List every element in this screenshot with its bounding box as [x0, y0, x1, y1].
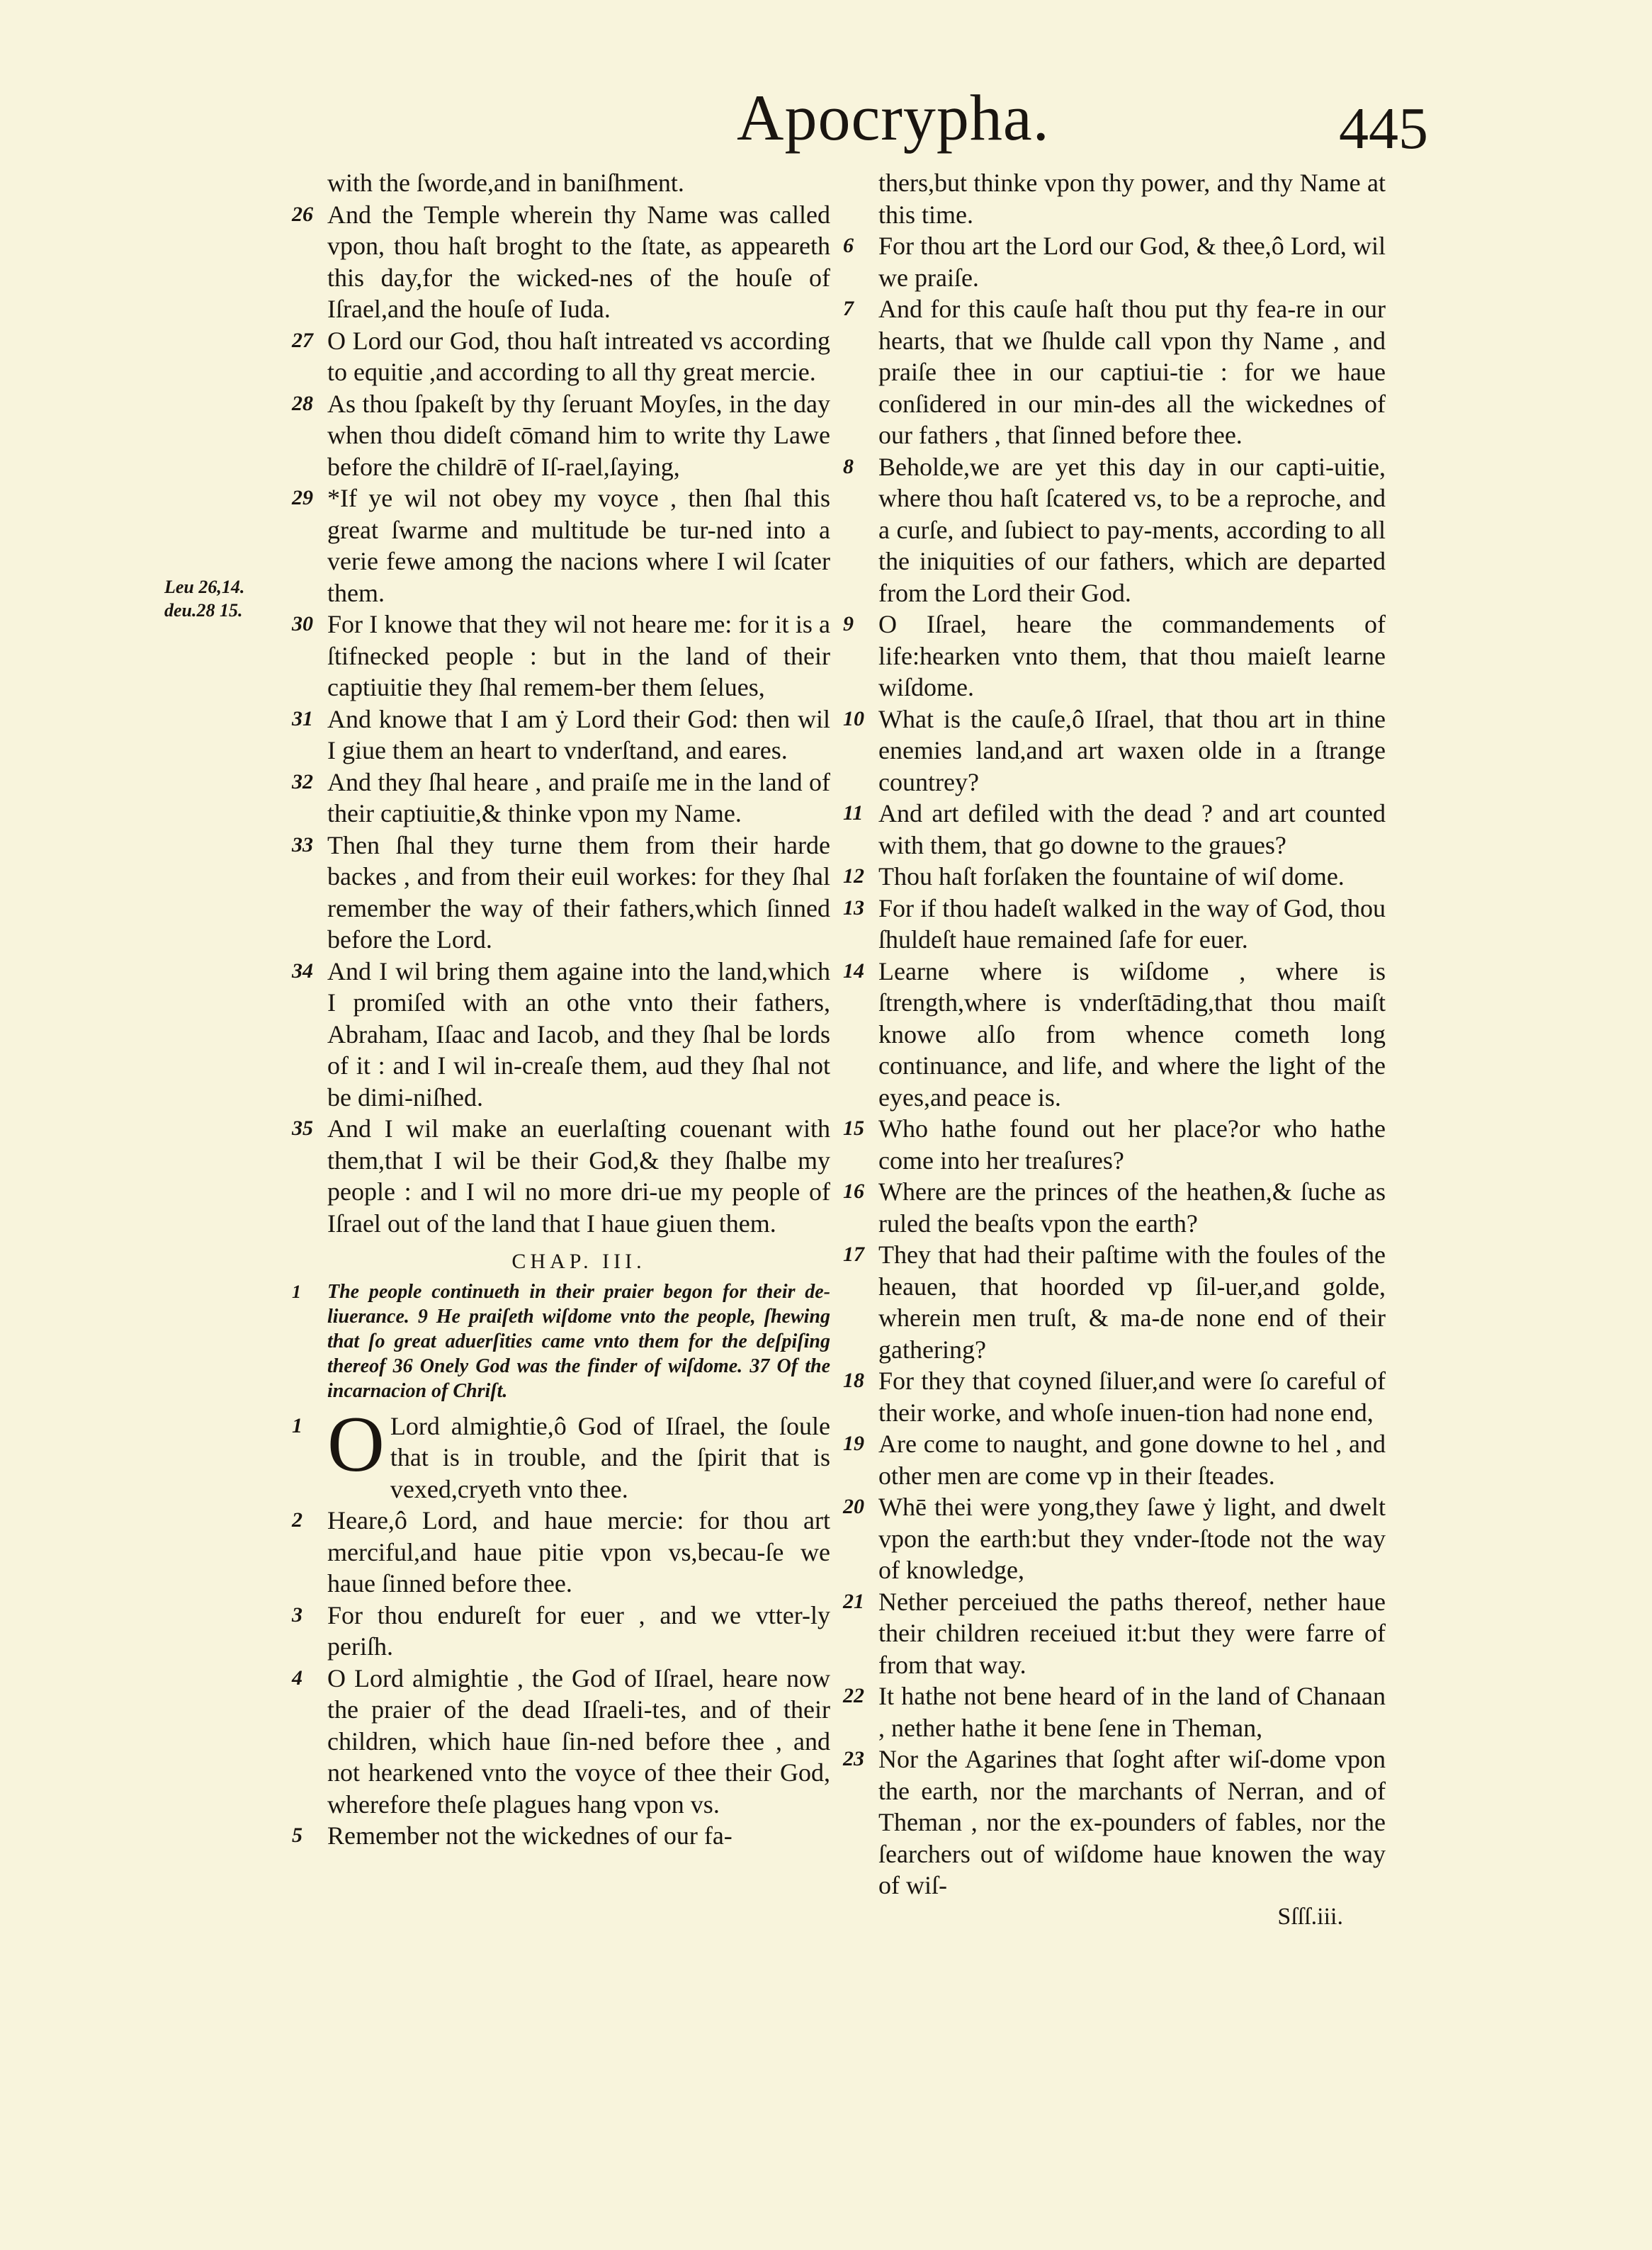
verse-number: 30: [292, 612, 313, 635]
left-verses: [292, 167, 830, 1239]
verse-number: 16: [843, 1180, 864, 1203]
verse-text: For thou endureſt for euer , and we vtter-ly periſh.: [327, 1600, 830, 1661]
verse: [843, 451, 1386, 609]
verse-number: 6: [843, 234, 854, 257]
drop-cap: O: [327, 1400, 385, 1488]
verse-number: 1: [292, 1413, 302, 1437]
verse-text: O Lord almightie , the God of Iſrael, heare now the praier of the dead Iſraeli-tes, and of their children, which haue ſin-ned before thee , and not hearkened vnto the voyce of thee their God, wherefore theſe plagues hang vpon vs.: [327, 1663, 830, 1819]
verse-number: 13: [843, 895, 864, 920]
verse-text: O Lord our God, thou haſt intreated vs according to equitie ,and according to all thy great mercie.: [327, 326, 830, 386]
verse-text: Where are the princes of the heathen,& ſuche as ruled the beaſts vpon the earth?: [878, 1177, 1386, 1238]
verse: [292, 1505, 830, 1600]
verse: [843, 1239, 1386, 1365]
verse-text: What is the cauſe,ô Iſrael, that thou art in thine enemies land,and art waxen olde in a ſtrange countrey?: [878, 704, 1386, 796]
verse-text: Whē thei were yong,they ſawe ẏ light, and dwelt vpon the earth:but they vnder-ſtode not the way of knowledge,: [878, 1493, 1386, 1584]
verse: [292, 767, 830, 830]
verse-number: 21: [843, 1589, 864, 1613]
verse-number: 5: [292, 1824, 302, 1847]
verse-number: 17: [843, 1243, 864, 1266]
verse-number: 7: [843, 297, 854, 320]
verse-number: 14: [843, 959, 864, 983]
verse: [292, 482, 830, 609]
argument-number: 1: [292, 1281, 301, 1302]
verse-number: 18: [843, 1369, 864, 1392]
chapter-heading: CHAP. III.: [511, 1250, 646, 1273]
verse: [292, 1400, 830, 1505]
continued-text: thers,but thinke vpon thy power, and thy Name at this time.: [878, 169, 1386, 229]
verse-number: 23: [843, 1747, 864, 1770]
verse-text: And for this cauſe haſt thou put thy fea-re in our hearts, that we ſhulde call vpon thy Name , and praiſe thee in our captiui-tie : for we haue conſidered in our min-des all the wickednes of our fathers , that ſinned before thee.: [878, 295, 1386, 449]
verse-text: And they ſhal heare , and praiſe me in the land of their captiuitie,& thinke vpon my Name.: [327, 767, 830, 827]
verse-number: 3: [292, 1602, 302, 1627]
verse: [292, 1113, 830, 1239]
right-column: [843, 167, 1386, 1933]
verse: [292, 1600, 830, 1663]
verse-number: 20: [843, 1495, 864, 1518]
verse-number: 10: [843, 706, 864, 730]
verse: [843, 1176, 1386, 1239]
verse: [843, 703, 1386, 798]
verse-text: And art defiled with the dead ? and art counted with them, that go downe to the graues?: [878, 799, 1386, 859]
verse: [843, 1428, 1386, 1491]
verse: [843, 893, 1386, 956]
verse-text: For they that coyned ſiluer,and were ſo careful of their worke, and whoſe inuen-tion had none end,: [878, 1367, 1386, 1427]
verse: [292, 1820, 830, 1852]
verse: [843, 1491, 1386, 1586]
verse-text: Who hathe found out her place?or who hathe come into her treaſures?: [878, 1114, 1386, 1175]
verse-number: 15: [843, 1116, 864, 1140]
verse: [292, 830, 830, 956]
verse-text: Heare,ô Lord, and haue mercie: for thou art merciful,and haue pitie vpon vs,becau-ſe we haue ſinned before thee.: [327, 1506, 830, 1598]
verse: [843, 861, 1386, 893]
verse-text: And I wil make an euerlaſting couenant with them,that I wil be their God,& they ſhalbe my people : and I wil no more dri-ue my people of Iſrael out of the land that I haue giuen them.: [327, 1114, 830, 1238]
verse-number: 28: [292, 391, 313, 415]
verse-number: 31: [292, 706, 313, 730]
verse-number: 9: [843, 612, 854, 635]
verse-number: 26: [292, 202, 313, 226]
catchword: Sſſſ.iii.: [1277, 1903, 1343, 1930]
verse: [292, 1663, 830, 1821]
verse-text: Learne where is wiſdome , where is ſtrength,where is vnderſtāding,that thou maiſt knowe alſo from whence cometh long continuance, and life, and where the light of the eyes,and peace is.: [878, 956, 1386, 1112]
verse-text: For thou art the Lord our God, & thee,ô Lord, wil we praiſe.: [878, 232, 1386, 292]
marginal-note: [164, 575, 271, 622]
verse-number: 22: [843, 1684, 864, 1707]
verse-text: For if thou hadeſt walked in the way of God, thou ſhuldeſt haue remained ſafe for euer.: [878, 893, 1386, 954]
chapter-argument: [292, 1279, 830, 1403]
verse-number: 29: [292, 486, 313, 509]
verse: [843, 1365, 1386, 1428]
verse: [843, 1743, 1386, 1901]
verse-text: Remember not the wickednes of our fa-: [327, 1821, 732, 1850]
verse: [292, 325, 830, 388]
verse-text: They that had their paſtime with the foules of the heauen, that hoorded vp ſil-uer,and golde, wherein men truſt, & ma-de none end of their gathering?: [878, 1240, 1386, 1364]
chapter-verses: [292, 1400, 830, 1852]
verse-text: Thou haſt forſaken the fountaine of wiſ dome.: [878, 862, 1345, 891]
verse: [843, 956, 1386, 1114]
verse: [843, 1680, 1386, 1743]
verse-text: For I knowe that they wil not heare me: for it is a ſtifnecked people : but in the land of their captiuitie they ſhal remem-ber them ſelues,: [327, 610, 830, 701]
verse: [292, 609, 830, 703]
verse-text: Beholde,we are yet this day in our capti-uitie, where thou haſt ſcatered vs, to be a reproche, and a curſe, and ſubiect to pay-ments, according to all the iniquities of our fathers, which are departed from the Lord their God.: [878, 452, 1386, 607]
running-title: Apocrypha.: [737, 81, 1050, 154]
verse-text: Nor the Agarines that ſoght after wiſ-dome vpon the earth, nor the marchants of Nerran, and of Theman , nor the ex-pounders of fables, nor the ſearchers out of wiſdome haue knowen the way of wiſ-: [878, 1745, 1386, 1899]
verse-text: *If ye wil not obey my voyce , then ſhal this great ſwarme and multitude be tur-ned into a verie fewe among the nacions where I wil ſcater them.: [327, 484, 830, 607]
verse: [292, 199, 830, 325]
marginal-note-line: deu.28 15.: [164, 600, 243, 621]
verse-number: 4: [292, 1666, 302, 1690]
verse-number: 12: [843, 864, 864, 888]
verse: [843, 293, 1386, 451]
verse-number: 2: [292, 1508, 302, 1532]
verse: [292, 956, 830, 1114]
verse-number: 8: [843, 454, 854, 478]
verse-text: And the Temple wherein thy Name was called vpon, thou haſt broght to the ſtate, as appeareth this day,for the wicked-nes of the houſe of Iſrael,and the houſe of Iuda.: [327, 200, 830, 323]
verse-number: 32: [292, 769, 313, 793]
continued-text: with the ſworde,and in baniſhment.: [327, 169, 684, 197]
verse: [843, 1586, 1386, 1681]
verse-number: 11: [843, 801, 864, 825]
verse-text: As thou ſpakeſt by thy ſeruant Moyſes, in the day when thou dideſt cōmand him to write thy Lawe before the childrē of Iſ-rael,ſaying,: [327, 389, 830, 481]
verse-number: 34: [292, 959, 313, 983]
verse: [843, 1113, 1386, 1176]
verse-text: And knowe that I am ẏ Lord their God: then wil I giue them an heart to vnderſtand, and eares.: [327, 704, 830, 764]
verse-number: 19: [843, 1432, 864, 1455]
verse-number: 27: [292, 328, 313, 352]
verse-text: O Iſrael, heare the commandements of life:hearken vnto them, that thou maieſt learne wiſdome.: [878, 610, 1386, 701]
verse: [292, 388, 830, 483]
verse-text: Are come to naught, and gone downe to hel , and other men are come vp in their ſteades.: [878, 1430, 1386, 1490]
right-verses: [843, 167, 1386, 1901]
verse-text: Lord almightie,ô God of Iſrael, the ſoule that is in trouble, and the ſpirit that is vexed,cryeth vnto thee.: [390, 1411, 830, 1503]
verse-text: Then ſhal they turne them from their harde backes , and from their euil workes: for they ſhal remember the way of their fathers,which ſinned before the Lord.: [327, 830, 830, 954]
argument-text: The people continueth in their praier begon for their de-liuerance. 9 He praiſeth wiſdome vnto the people, ſhewing that ſo great aduerſities came vnto them for the deſpiſing thereof 36 Onely God was the finder of wiſdome. 37 Of the incarnacion of Chriſt.: [327, 1280, 830, 1402]
verse: [843, 230, 1386, 293]
left-column: [292, 167, 830, 1852]
verse-text: Nether perceiued the paths thereof, nether haue their children receiued it:but they were farre of from that way.: [878, 1587, 1386, 1679]
marginal-note-line: Leu 26,14.: [164, 577, 245, 597]
verse: [292, 703, 830, 767]
verse-number: 35: [292, 1116, 313, 1140]
verse-number: 33: [292, 832, 313, 857]
page-number: 445: [1339, 96, 1428, 162]
verse: [843, 798, 1386, 861]
verse-text: It hathe not bene heard of in the land of Chanaan , nether hathe it bene ſene in Theman,: [878, 1682, 1386, 1742]
verse: [843, 609, 1386, 703]
verse-text: And I wil bring them againe into the land,which I promiſed with an othe vnto their fathers, Abraham, Iſaac and Iacob, and they ſhal be lords of it : and I wil in-creaſe them, aud they ſhal not be dimi-niſhed.: [327, 956, 830, 1112]
